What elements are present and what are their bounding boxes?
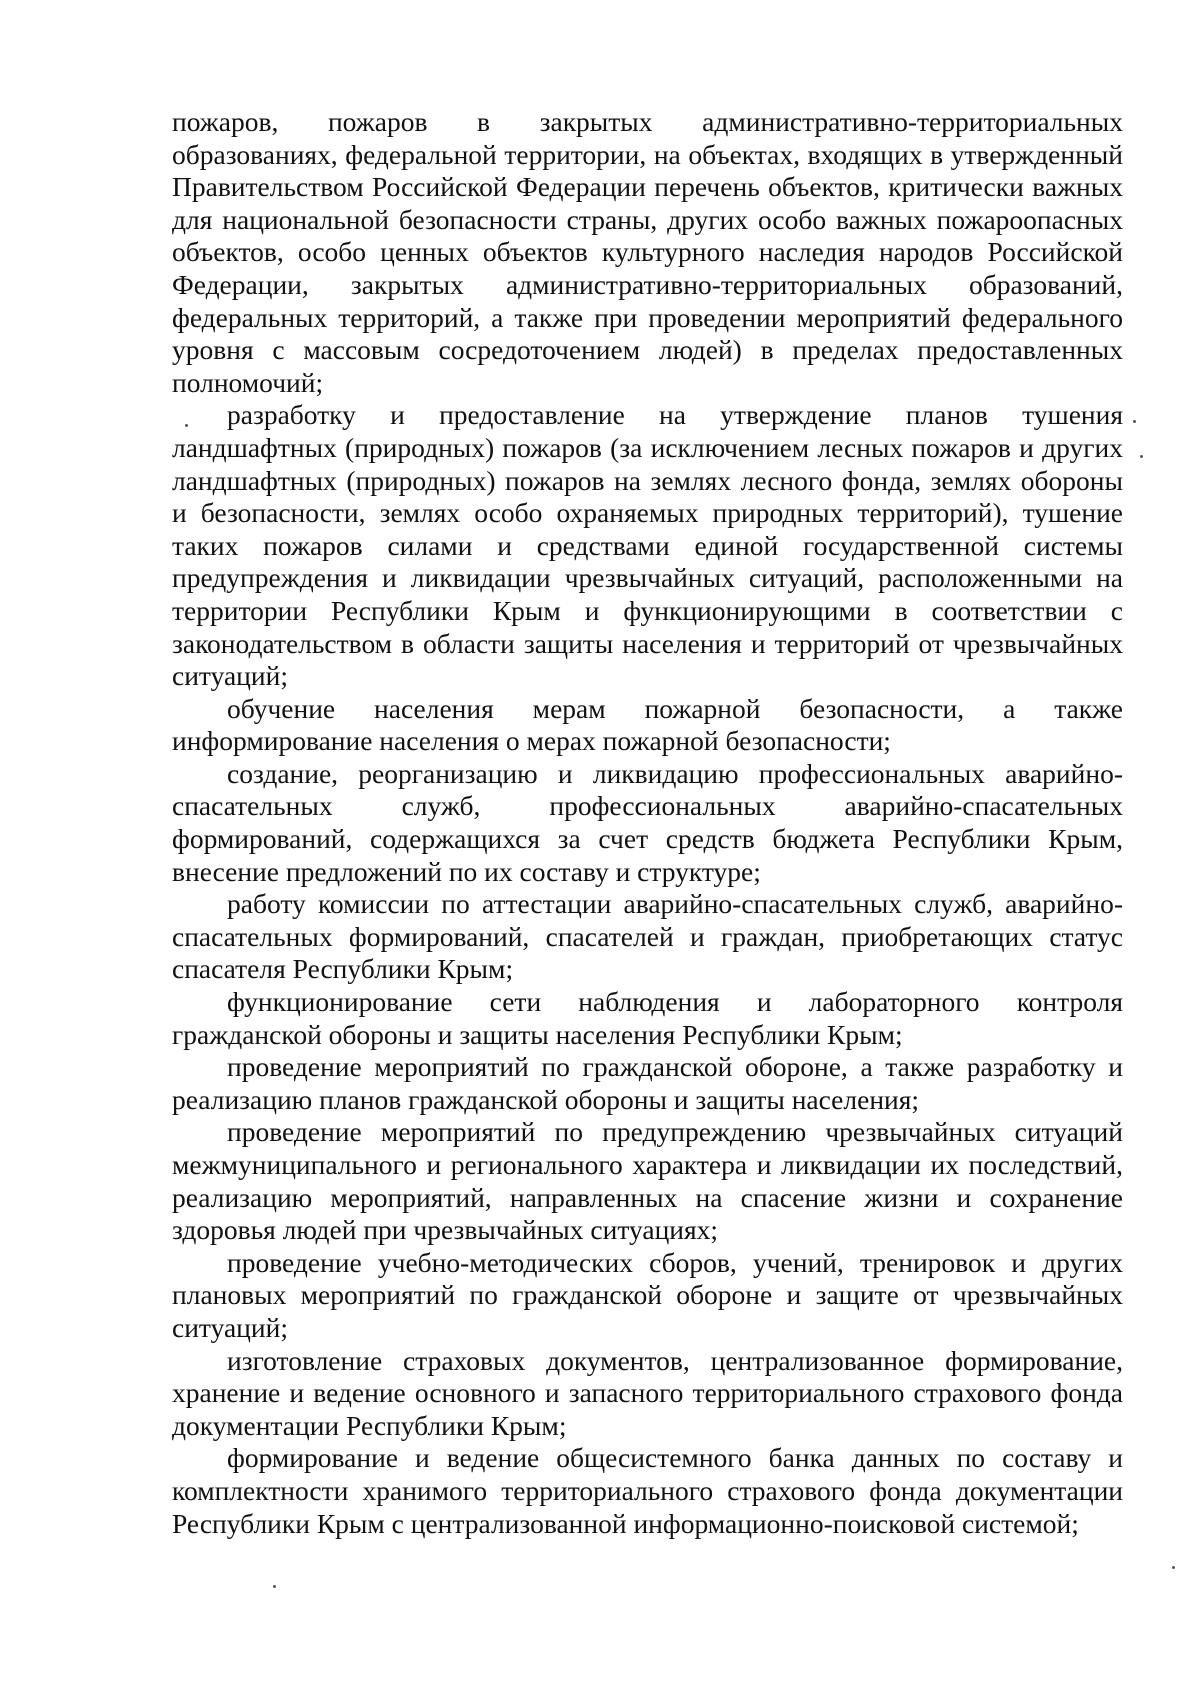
paragraph: создание, реорганизацию и ликвидацию профессиональных аварийно-спасательных служб, профессиональных аварийно-спасательных формирований, содержащихся за счет средств бюджета Республики Крым, внесение предложений по их составу и структуре; [172, 757, 1123, 887]
document-page [172, 106, 1123, 1540]
paragraph: проведение учебно-методических сборов, учений, тренировок и других плановых мероприятий по гражданской обороне и защите от чрезвычайных ситуаций; [172, 1246, 1123, 1343]
paragraph: разработку и предоставление на утверждение планов тушения ландшафтных (природных) пожаров (за исключением лесных пожаров и других ландшафтных (природных) пожаров на землях лесного фонда, землях обороны и безопасности, землях особо охраняемых природных территорий), тушение таких пожаров силами и средствами единой государственной системы предупреждения и ликвидации чрезвычайных ситуаций, расположенными на территории Республики Крым и функционирующими в соответствии с законодательством в области защиты населения и территорий от чрезвычайных ситуаций; [172, 399, 1123, 692]
paragraph: формирование и ведение общесистемного банка данных по составу и комплектности хранимого территориального страхового фонда документации Республики Крым с централизованной информационно-поисковой системой; [172, 1442, 1123, 1539]
scan-speck [273, 1585, 276, 1588]
paragraph: работу комиссии по аттестации аварийно-спасательных служб, аварийно-спасательных формирований, спасателей и граждан, приобретающих статус спасателя Республики Крым; [172, 888, 1123, 985]
scan-speck [185, 424, 188, 427]
paragraph: проведение мероприятий по гражданской обороне, а также разработку и реализацию планов гражданской обороны и защиты населения; [172, 1051, 1123, 1115]
paragraph: функционирование сети наблюдения и лабораторного контроля гражданской обороны и защиты населения Республики Крым; [172, 986, 1123, 1050]
paragraph: изготовление страховых документов, централизованное формирование, хранение и ведение основного и запасного территориального страхового фонда документации Республики Крым; [172, 1344, 1123, 1441]
paragraph: пожаров, пожаров в закрытых административно-территориальных образованиях, федеральной территории, на объектах, входящих в утвержденный Правительством Российской Федерации перечень объектов, критически важных для национальной безопасности страны, других особо важных пожароопасных объектов, особо ценных объектов культурного наследия народов Российской Федерации, закрытых административно-территориальных образований, федеральных территорий, а также при проведении мероприятий федерального уровня с массовым сосредоточением людей) в пределах предоставленных полномочий; [172, 106, 1123, 398]
paragraph: проведение мероприятий по предупреждению чрезвычайных ситуаций межмуниципального и регионального характера и ликвидации их последствий, реализацию мероприятий, направленных на спасение жизни и сохранение здоровья людей при чрезвычайных ситуациях; [172, 1116, 1123, 1246]
scan-speck [1133, 420, 1136, 423]
paragraph: обучение населения мерам пожарной безопасности, а также информирование населения о мерах пожарной безопасности; [172, 692, 1123, 757]
scan-speck [1172, 1566, 1175, 1569]
scan-speck [1140, 455, 1143, 458]
